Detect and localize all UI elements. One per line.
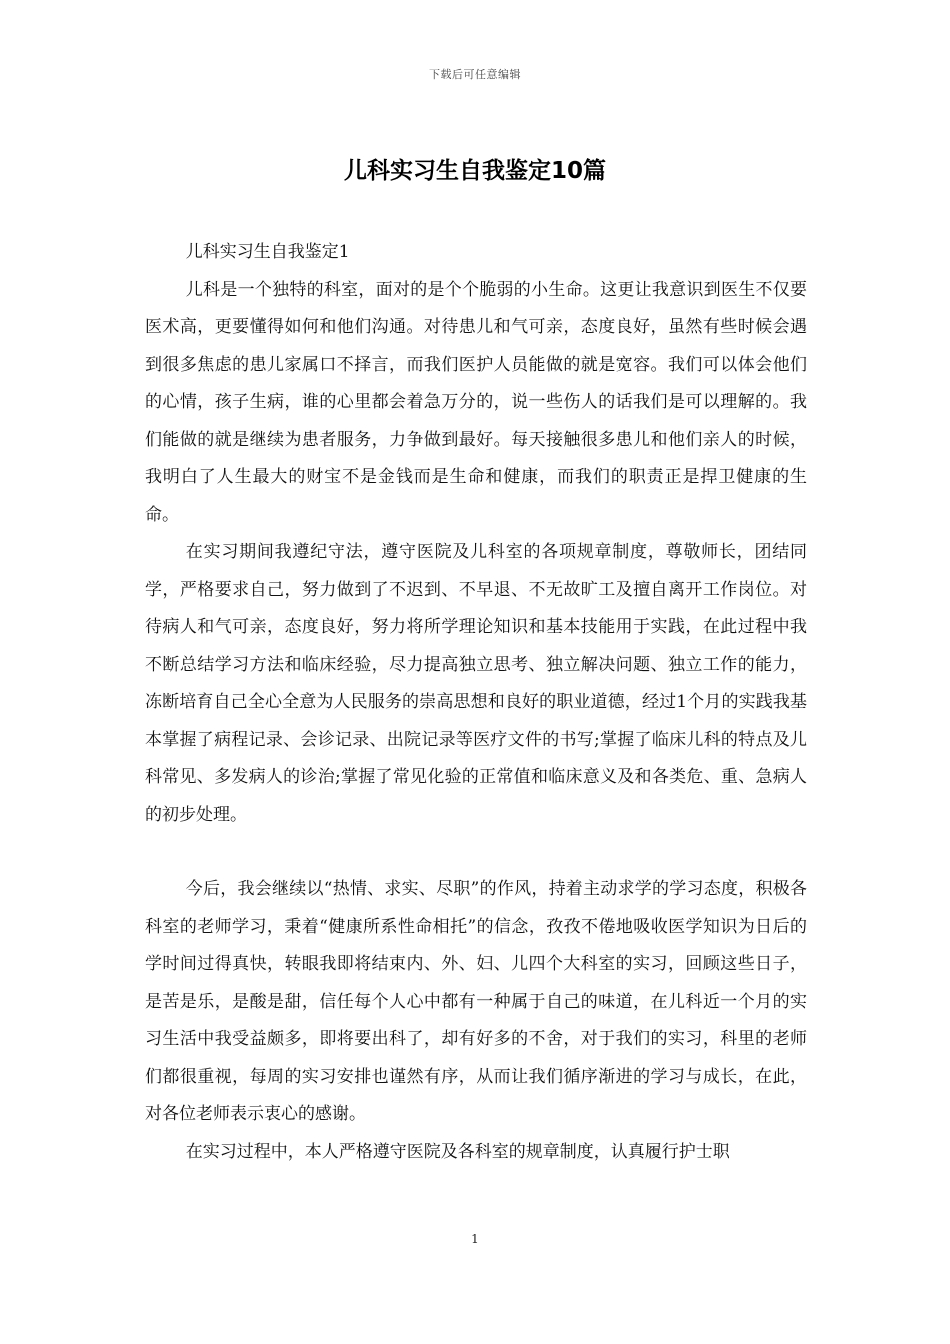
page-number: 1 — [471, 1232, 479, 1246]
header-note: 下载后可任意编辑 — [429, 68, 521, 81]
document-body — [145, 234, 807, 1171]
paragraph: 在实习期间我遵纪守法，遵守医院及儿科室的各项规章制度，尊敬师长，团结同学，严格要求自己，努力做到了不迟到、不早退、不无故旷工及擅自离开工作岗位。对待病人和气可亲，态度良好，努力将所学理论知识和基本技能用于实践，在此过程中我不断总结学习方法和临床经验，尽力提高独立思考、独立解决问题、独立工作的能力，冻断培育自己全心全意为人民服务的崇高思想和良好的职业道德，经过1个月的实践我基本掌握了病程记录、会诊记录、出院记录等医疗文件的书写;掌握了临床儿科的特点及儿科常见、多发病人的诊治;掌握了常见化验的正常值和临床意义及和各类危、重、急病人的初步处理。 — [145, 542, 807, 825]
section-heading: 儿科实习生自我鉴定1 — [185, 242, 350, 262]
document-title: 儿科实习生自我鉴定10篇 — [343, 158, 606, 184]
paragraph: 在实习过程中，本人严格遵守医院及各科室的规章制度，认真履行护士职 — [185, 1141, 730, 1162]
paragraph: 今后，我会继续以“热情、求实、尽职”的作风，持着主动求学的学习态度，积极各科室的老师学习，秉着“健康所系性命相托”的信念，孜孜不倦地吸收医学知识为日后的学时间过得真快，转眼我即将结束内、外、妇、儿四个大科室的实习，回顾这些日子，是苦是乐，是酸是甜，信任每个人心中都有一种属于自己的味道，在儿科近一个月的实习生活中我受益颇多，即将要出科了，却有好多的不舍，对于我们的实习，科里的老师们都很重视，每周的实习安排也谨然有序，从而让我们循序渐进的学习与成长，在此，对各位老师表示衷心的感谢。 — [145, 879, 807, 1124]
paragraph-spacer — [145, 834, 807, 871]
paragraph: 儿科是一个独特的科室，面对的是个个脆弱的小生命。这更让我意识到医生不仅要医术高，更要懂得如何和他们沟通。对待患儿和气可亲，态度良好，虽然有些时候会遇到很多焦虑的患儿家属口不择言，而我们医护人员能做的就是宽容。我们可以体会他们的心情，孩子生病，谁的心里都会着急万分的，说一些伤人的话我们是可以理解的。我们能做的就是继续为患者服务，力争做到最好。每天接触很多患儿和他们亲人的时候，我明白了人生最大的财宝不是金钱而是生命和健康，而我们的职责正是捍卫健康的生命。 — [145, 279, 807, 525]
